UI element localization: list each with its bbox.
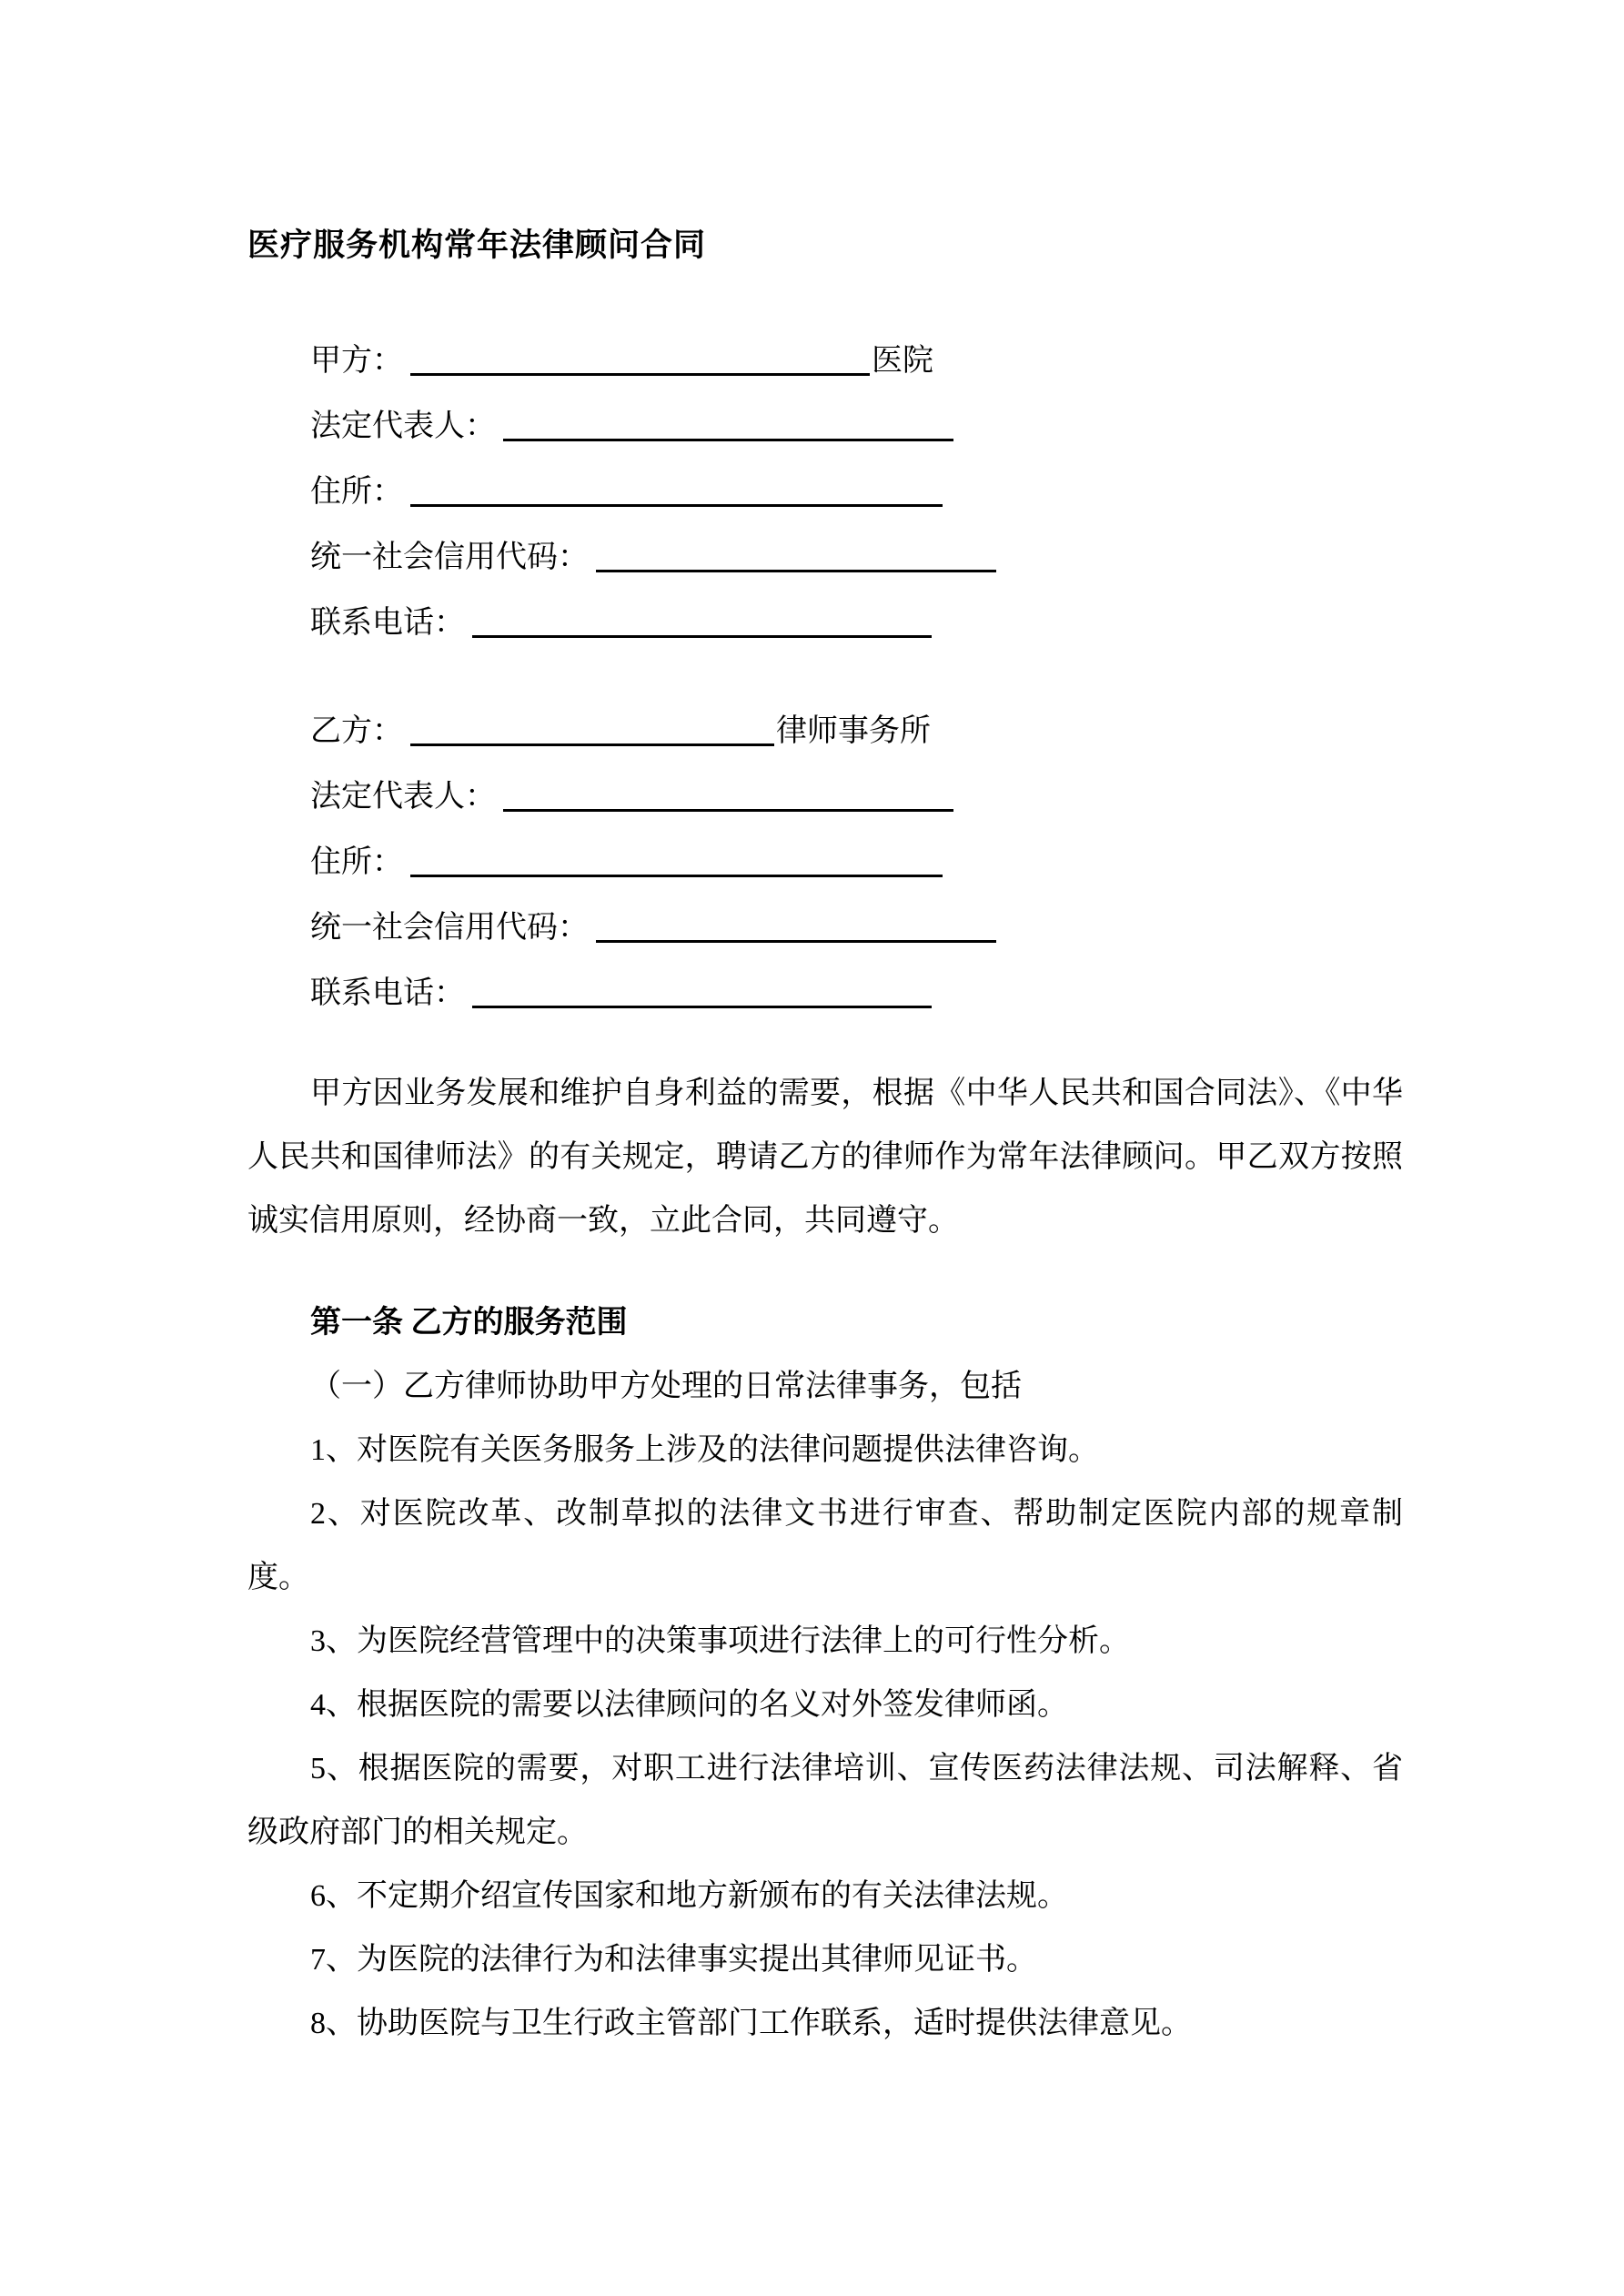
field-label: 住所：	[310, 475, 403, 509]
field-label: 统一社会信用代码：	[310, 541, 589, 574]
section-1-subheading: （一）乙方律师协助甲方处理的日常法律事务，包括	[310, 1370, 1022, 1403]
party-a-legal-representative-line	[247, 394, 1403, 460]
clause-item-4: 4、根据医院的需要以法律顾问的名义对外签发律师函。	[310, 1688, 1068, 1722]
fill-in-blank	[596, 905, 996, 943]
field-suffix: 律师事务所	[776, 714, 931, 748]
field-label: 住所：	[310, 845, 403, 879]
intro-paragraph: 甲方因业务发展和维护自身利益的需要，根据《中华人民共和国合同法》、《中华人民共和国律师法》的有关规定，聘请乙方的律师作为常年法律顾问。甲乙双方按照诚实信用原则，经协商一致，立此合同，共同遵守。	[247, 1077, 1403, 1238]
fill-in-blank	[472, 971, 932, 1008]
section-1-heading: 第一条 乙方的服务范围	[310, 1306, 628, 1340]
party-b-name-line	[247, 699, 1403, 764]
fill-in-blank	[503, 774, 953, 812]
party-a-name-line	[247, 329, 1403, 394]
party-b-legal-representative-line	[247, 764, 1403, 830]
party-b-phone-line	[247, 961, 1403, 1027]
field-label: 联系电话：	[310, 606, 465, 640]
clause-item-2: 2、对医院改革、改制草拟的法律文书进行审查、帮助制定医院内部的规章制度。	[247, 1497, 1403, 1594]
clause-item-7: 7、为医院的法律行为和法律事实提出其律师见证书。	[310, 1943, 1037, 1977]
clause-item-5: 5、根据医院的需要，对职工进行法律培训、宣传医药法律法规、司法解释、省级政府部门的相关规定。	[247, 1752, 1403, 1849]
field-label: 乙方：	[310, 714, 403, 748]
party-a-block	[247, 329, 1403, 656]
fill-in-blank	[410, 339, 870, 376]
field-label: 甲方：	[310, 344, 403, 378]
document-title: 医疗服务机构常年法律顾问合同	[247, 228, 707, 263]
fill-in-blank	[410, 709, 774, 746]
party-a-address-line	[247, 460, 1403, 525]
clause-item-8: 8、协助医院与卫生行政主管部门工作联系，适时提供法律意见。	[310, 2007, 1192, 2040]
section-1-clause-list	[247, 1355, 1403, 2056]
party-a-phone-line	[247, 591, 1403, 656]
clause-item-1: 1、对医院有关医务服务上涉及的法律问题提供法律咨询。	[310, 1433, 1099, 1467]
fill-in-blank	[410, 840, 943, 877]
field-suffix: 医院	[872, 344, 933, 378]
fill-in-blank	[410, 470, 943, 507]
fill-in-blank	[503, 404, 953, 441]
field-label: 统一社会信用代码：	[310, 911, 589, 945]
field-label: 联系电话：	[310, 976, 465, 1010]
clause-item-3: 3、为医院经营管理中的决策事项进行法律上的可行性分析。	[310, 1624, 1130, 1658]
fill-in-blank	[472, 601, 932, 638]
party-b-credit-code-line	[247, 895, 1403, 961]
clause-item-6: 6、不定期介绍宣传国家和地方新颁布的有关法律法规。	[310, 1879, 1068, 1913]
field-label: 法定代表人：	[310, 410, 496, 443]
party-a-credit-code-line	[247, 525, 1403, 591]
fill-in-blank	[596, 535, 996, 572]
party-b-address-line	[247, 830, 1403, 895]
party-b-block	[247, 699, 1403, 1027]
field-label: 法定代表人：	[310, 780, 496, 814]
